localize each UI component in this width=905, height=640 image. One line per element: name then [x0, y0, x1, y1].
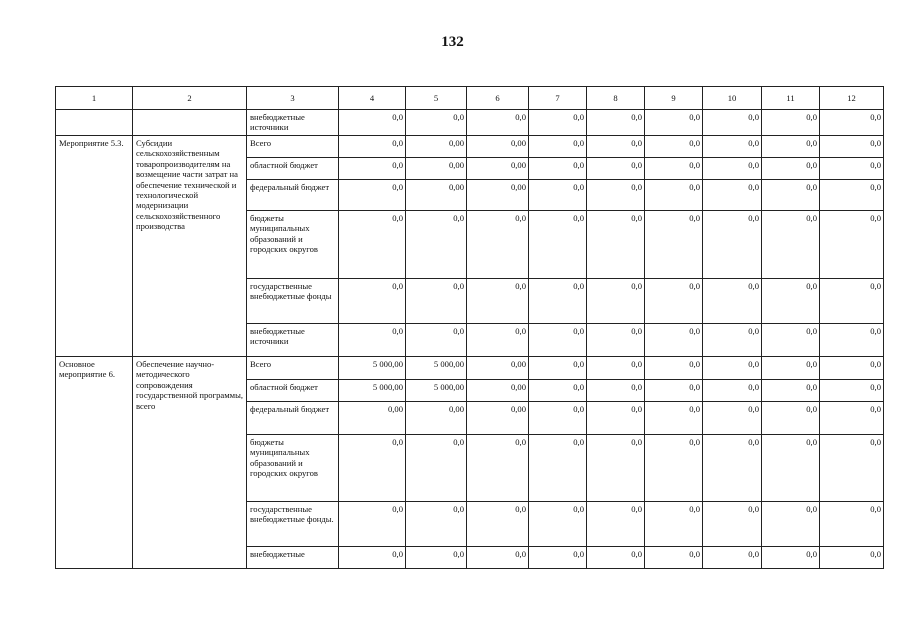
- value-cell: 0,0: [529, 324, 587, 357]
- value-cell: 0,0: [587, 158, 645, 180]
- funding-source: федеральный бюджет: [247, 402, 339, 435]
- value-cell: 0,0: [703, 279, 762, 324]
- funding-source: Всего: [247, 136, 339, 158]
- value-cell: 0,0: [587, 435, 645, 502]
- column-number-1: 1: [56, 87, 133, 110]
- funding-source: областной бюджет: [247, 380, 339, 402]
- value-cell: 0,00: [467, 180, 529, 211]
- value-cell: 5 000,00: [339, 380, 406, 402]
- value-cell: 0,0: [820, 502, 884, 547]
- value-cell: 0,0: [467, 279, 529, 324]
- value-cell: 0,0: [587, 136, 645, 158]
- funding-source: государственные внебюджетные фонды.: [247, 502, 339, 547]
- value-cell: 0,0: [820, 357, 884, 380]
- column-number-row: [56, 87, 884, 110]
- value-cell: 0,0: [645, 357, 703, 380]
- value-cell: 0,0: [703, 180, 762, 211]
- funding-source: внебюджетные источники: [247, 324, 339, 357]
- value-cell: 0,0: [339, 110, 406, 136]
- value-cell: 0,0: [529, 402, 587, 435]
- activity-name: Обеспечение научно-методического сопровождения государственной программы, всего: [133, 357, 247, 569]
- value-cell: 0,0: [339, 435, 406, 502]
- value-cell: 0,0: [703, 357, 762, 380]
- value-cell: 0,0: [645, 279, 703, 324]
- value-cell: 0,0: [762, 380, 820, 402]
- value-cell: 0,0: [820, 136, 884, 158]
- value-cell: 0,0: [645, 380, 703, 402]
- value-cell: 0,0: [762, 211, 820, 279]
- value-cell: 0,00: [339, 402, 406, 435]
- value-cell: 0,0: [645, 211, 703, 279]
- value-cell: 0,0: [703, 435, 762, 502]
- value-cell: 0,0: [406, 502, 467, 547]
- value-cell: 0,0: [703, 211, 762, 279]
- column-number-12: 12: [820, 87, 884, 110]
- value-cell: 0,0: [762, 180, 820, 211]
- value-cell: 0,0: [645, 180, 703, 211]
- value-cell: 0,0: [339, 502, 406, 547]
- value-cell: 0,0: [820, 402, 884, 435]
- value-cell: 0,0: [406, 279, 467, 324]
- value-cell: 0,0: [820, 279, 884, 324]
- column-number-3: 3: [247, 87, 339, 110]
- value-cell: 0,0: [467, 502, 529, 547]
- column-number-11: 11: [762, 87, 820, 110]
- value-cell: 0,0: [467, 435, 529, 502]
- value-cell: 0,0: [529, 211, 587, 279]
- value-cell: 0,0: [339, 211, 406, 279]
- budget-table: [55, 86, 884, 569]
- activity-name: [133, 110, 247, 136]
- value-cell: 0,0: [703, 547, 762, 569]
- value-cell: 0,0: [529, 180, 587, 211]
- funding-source: федеральный бюджет: [247, 180, 339, 211]
- value-cell: 0,0: [529, 136, 587, 158]
- value-cell: 0,0: [529, 279, 587, 324]
- value-cell: 0,0: [406, 547, 467, 569]
- value-cell: 0,0: [703, 136, 762, 158]
- value-cell: 0,0: [645, 110, 703, 136]
- value-cell: 0,0: [762, 279, 820, 324]
- value-cell: 5 000,00: [406, 380, 467, 402]
- value-cell: 0,0: [645, 402, 703, 435]
- value-cell: 0,00: [406, 402, 467, 435]
- value-cell: 0,0: [703, 502, 762, 547]
- value-cell: 0,0: [762, 402, 820, 435]
- value-cell: 0,00: [467, 158, 529, 180]
- value-cell: 0,0: [339, 180, 406, 211]
- value-cell: 0,00: [406, 136, 467, 158]
- funding-source: бюджеты муниципальных образований и городских округов: [247, 211, 339, 279]
- value-cell: 0,0: [339, 158, 406, 180]
- value-cell: 0,0: [762, 110, 820, 136]
- value-cell: 0,0: [467, 211, 529, 279]
- activity-code: [56, 110, 133, 136]
- funding-source: бюджеты муниципальных образований и городских округов: [247, 435, 339, 502]
- value-cell: 0,0: [762, 158, 820, 180]
- value-cell: 0,0: [406, 324, 467, 357]
- column-number-5: 5: [406, 87, 467, 110]
- funding-source: Всего: [247, 357, 339, 380]
- value-cell: 0,0: [645, 324, 703, 357]
- value-cell: 0,0: [703, 110, 762, 136]
- value-cell: 0,00: [406, 158, 467, 180]
- value-cell: 0,0: [467, 547, 529, 569]
- value-cell: 0,0: [467, 324, 529, 357]
- value-cell: 0,0: [762, 324, 820, 357]
- value-cell: 5 000,00: [339, 357, 406, 380]
- value-cell: 0,0: [762, 136, 820, 158]
- value-cell: 0,0: [645, 136, 703, 158]
- activity-name: Субсидии сельскохозяйственным товаропроизводителям на возмещение части затрат на обеспечение технической и технологической модернизации сельскохозяйственного производства: [133, 136, 247, 357]
- value-cell: 0,0: [587, 380, 645, 402]
- funding-source: областной бюджет: [247, 158, 339, 180]
- value-cell: 0,0: [645, 435, 703, 502]
- value-cell: 0,0: [703, 324, 762, 357]
- value-cell: 0,0: [820, 547, 884, 569]
- value-cell: 0,0: [587, 324, 645, 357]
- column-number-7: 7: [529, 87, 587, 110]
- value-cell: 0,0: [529, 158, 587, 180]
- value-cell: 0,0: [587, 110, 645, 136]
- column-number-9: 9: [645, 87, 703, 110]
- column-number-6: 6: [467, 87, 529, 110]
- value-cell: 0,0: [529, 380, 587, 402]
- funding-source: внебюджетные источники: [247, 110, 339, 136]
- value-cell: 0,0: [820, 180, 884, 211]
- value-cell: 0,0: [529, 110, 587, 136]
- value-cell: 0,0: [529, 357, 587, 380]
- value-cell: 0,0: [587, 211, 645, 279]
- value-cell: 0,0: [406, 435, 467, 502]
- value-cell: 0,0: [529, 502, 587, 547]
- value-cell: 0,0: [467, 110, 529, 136]
- value-cell: 0,0: [703, 402, 762, 435]
- column-number-8: 8: [587, 87, 645, 110]
- column-number-10: 10: [703, 87, 762, 110]
- table-row: [56, 357, 884, 380]
- value-cell: 0,0: [820, 435, 884, 502]
- value-cell: 0,0: [529, 435, 587, 502]
- value-cell: 0,0: [645, 547, 703, 569]
- value-cell: 0,00: [467, 136, 529, 158]
- value-cell: 0,0: [587, 547, 645, 569]
- value-cell: 0,0: [339, 324, 406, 357]
- value-cell: 0,0: [339, 279, 406, 324]
- table-body: [56, 87, 884, 569]
- value-cell: 0,0: [587, 180, 645, 211]
- value-cell: 0,0: [339, 547, 406, 569]
- value-cell: 0,0: [406, 211, 467, 279]
- value-cell: 0,0: [820, 110, 884, 136]
- value-cell: 0,0: [587, 402, 645, 435]
- value-cell: 0,0: [587, 357, 645, 380]
- value-cell: 0,0: [587, 279, 645, 324]
- value-cell: 0,0: [762, 357, 820, 380]
- funding-source: внебюджетные: [247, 547, 339, 569]
- value-cell: 0,0: [820, 380, 884, 402]
- value-cell: 0,0: [645, 158, 703, 180]
- value-cell: 0,0: [703, 380, 762, 402]
- activity-code: Мероприятие 5.3.: [56, 136, 133, 357]
- value-cell: 5 000,00: [406, 357, 467, 380]
- value-cell: 0,00: [467, 402, 529, 435]
- value-cell: 0,0: [339, 136, 406, 158]
- value-cell: 0,00: [467, 380, 529, 402]
- value-cell: 0,0: [820, 211, 884, 279]
- value-cell: 0,0: [703, 158, 762, 180]
- value-cell: 0,0: [820, 158, 884, 180]
- column-number-4: 4: [339, 87, 406, 110]
- value-cell: 0,0: [406, 110, 467, 136]
- funding-source: государственные внебюджетные фонды: [247, 279, 339, 324]
- value-cell: 0,0: [762, 547, 820, 569]
- column-number-2: 2: [133, 87, 247, 110]
- value-cell: 0,0: [820, 324, 884, 357]
- value-cell: 0,00: [467, 357, 529, 380]
- value-cell: 0,0: [762, 502, 820, 547]
- table-row: [56, 136, 884, 158]
- value-cell: 0,0: [529, 547, 587, 569]
- value-cell: 0,00: [406, 180, 467, 211]
- value-cell: 0,0: [645, 502, 703, 547]
- activity-code: Основное мероприятие 6.: [56, 357, 133, 569]
- value-cell: 0,0: [762, 435, 820, 502]
- page-number: 132: [441, 34, 464, 50]
- value-cell: 0,0: [587, 502, 645, 547]
- table-row: [56, 110, 884, 136]
